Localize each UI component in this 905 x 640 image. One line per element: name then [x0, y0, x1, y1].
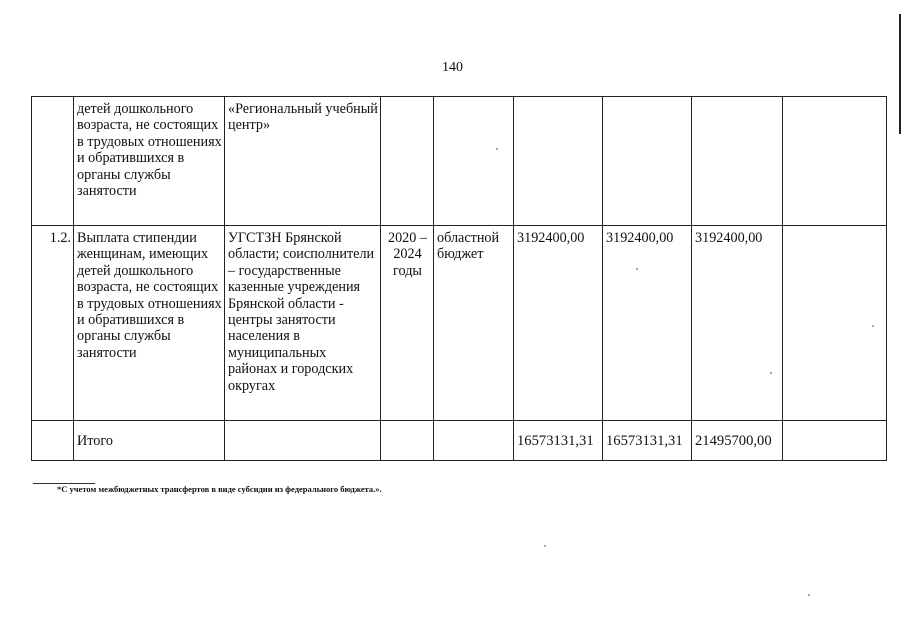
- row-number-cell: [32, 97, 74, 226]
- period-cell: [381, 421, 434, 461]
- funding-source-cell: [434, 421, 514, 461]
- total-amount-cell: 16573131,31: [514, 421, 603, 461]
- amount-cell: [783, 226, 887, 421]
- amount-cell: 3192400,00: [514, 226, 603, 421]
- funding-source-cell: [434, 97, 514, 226]
- period-cell: [381, 97, 434, 226]
- scan-speck: [770, 372, 772, 374]
- activity-cell: Выплата стипендии женщинам, имеющих детей дошкольного возраста, не состоящих в трудовых отношениях и обратившихся в органы службы занятости: [74, 226, 225, 421]
- scan-speck: [544, 545, 546, 547]
- amount-cell: 3192400,00: [603, 226, 692, 421]
- amount-cell: [692, 97, 783, 226]
- amount-cell: [514, 97, 603, 226]
- scan-speck: [636, 268, 638, 270]
- total-row: [32, 421, 887, 461]
- funding-source-cell: областной бюджет: [434, 226, 514, 421]
- activity-cell: детей дошкольного возраста, не состоящих в трудовых отношениях и обратившихся в органы службы занятости: [74, 97, 225, 226]
- footnote: *С учетом межбюджетных трансфертов в виде субсидии из федерального бюджета.».: [57, 484, 382, 494]
- page-number: 140: [442, 60, 463, 75]
- total-label: Итого: [74, 421, 225, 461]
- total-amount-cell: 21495700,00: [692, 421, 783, 461]
- table-row: [32, 97, 887, 226]
- period-cell: 2020 – 2024 годы: [381, 226, 434, 421]
- executor-cell: «Региональный учебный центр»: [225, 97, 381, 226]
- executor-cell: [225, 421, 381, 461]
- executor-cell: УГСТЗН Брянской области; соисполнители – государственные казенные учреждения Брянской области - центры занятости населения в муниципальных районах и городских округах: [225, 226, 381, 421]
- budget-table: [31, 96, 887, 461]
- table-row: [32, 226, 887, 421]
- scan-speck: [496, 148, 498, 150]
- scan-speck: [808, 594, 810, 596]
- total-amount-cell: [783, 421, 887, 461]
- total-amount-cell: 16573131,31: [603, 421, 692, 461]
- scan-speck: [872, 325, 874, 327]
- row-number-cell: [32, 421, 74, 461]
- amount-cell: 3192400,00: [692, 226, 783, 421]
- amount-cell: [783, 97, 887, 226]
- row-number-cell: 1.2.: [32, 226, 74, 421]
- amount-cell: [603, 97, 692, 226]
